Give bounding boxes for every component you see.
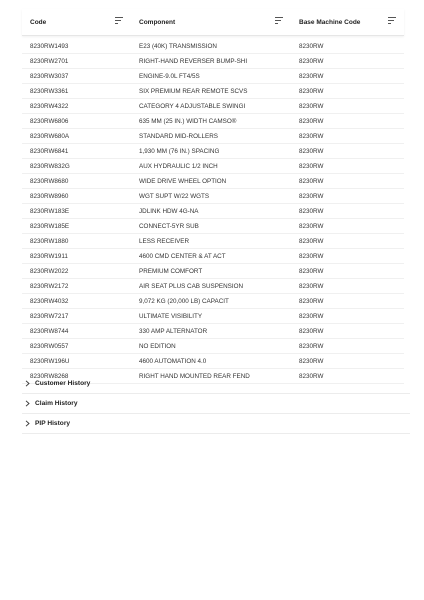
table-row[interactable]	[22, 204, 404, 219]
cell-component: SIX PREMIUM REAR REMOTE SCVS	[139, 87, 248, 95]
cell-component: CONNECT-5YR SUB	[139, 222, 199, 230]
table-row[interactable]	[22, 69, 404, 84]
table-row[interactable]	[22, 279, 404, 294]
cell-component: LESS RECEIVER	[139, 237, 190, 245]
cell-base-machine-code: 8230RW	[299, 117, 324, 125]
cell-base-machine-code: 8230RW	[299, 282, 324, 290]
cell-component: RIGHT-HAND REVERSER BUMP-SHI	[139, 57, 248, 65]
cell-code: 8230RW2172	[30, 282, 69, 290]
cell-code: 8230RW8744	[30, 327, 69, 335]
table-row[interactable]	[22, 234, 404, 249]
column-header-code-label: Code	[30, 18, 47, 26]
section-customer-history[interactable]	[22, 374, 410, 394]
table-row[interactable]	[22, 174, 404, 189]
table-row[interactable]	[22, 39, 404, 54]
cell-code: 8230RW1880	[30, 237, 69, 245]
table-row[interactable]	[22, 159, 404, 174]
cell-code: 8230RW0557	[30, 342, 69, 350]
table-row[interactable]	[22, 324, 404, 339]
section-label: Customer History	[35, 380, 91, 387]
chevron-right-icon	[24, 420, 31, 427]
table-row[interactable]	[22, 144, 404, 159]
cell-base-machine-code: 8230RW	[299, 252, 324, 260]
cell-component: 330 AMP ALTERNATOR	[139, 327, 208, 335]
table-row[interactable]	[22, 54, 404, 69]
cell-base-machine-code: 8230RW	[299, 297, 324, 305]
table-header	[22, 9, 404, 36]
table-row[interactable]	[22, 189, 404, 204]
cell-base-machine-code: 8230RW	[299, 312, 324, 320]
cell-base-machine-code: 8230RW	[299, 177, 324, 185]
table-row[interactable]	[22, 339, 404, 354]
cell-code: 8230RW8268	[30, 372, 69, 380]
cell-code: 8230RW1911	[30, 252, 68, 260]
cell-base-machine-code: 8230RW	[299, 57, 324, 65]
cell-code: 8230RW6841	[30, 147, 69, 155]
cell-component: WGT SUPT W/22 WGTS	[139, 192, 210, 200]
cell-component: 635 MM (25 IN.) WIDTH CAMSO®	[139, 117, 237, 125]
cell-base-machine-code: 8230RW	[299, 162, 324, 170]
cell-base-machine-code: 8230RW	[299, 327, 324, 335]
cell-code: 8230RW183E	[30, 207, 70, 215]
cell-component: CATEGORY 4 ADJUSTABLE SWINGI	[139, 102, 246, 110]
cell-component: AIR SEAT PLUS CAB SUSPENSION	[139, 282, 244, 290]
sort-icon[interactable]	[275, 17, 283, 24]
table-row[interactable]	[22, 294, 404, 309]
cell-component: 1,930 MM (76 IN.) SPACING	[139, 147, 220, 155]
cell-component: 9,072 KG (20,000 LB) CAPACIT	[139, 297, 229, 305]
cell-component: WIDE DRIVE WHEEL OPTION	[139, 177, 227, 185]
cell-component: JDLINK HDW 4G-NA	[139, 207, 199, 215]
chevron-right-icon	[24, 400, 31, 407]
cell-component: 4600 CMD CENTER & AT ACT	[139, 252, 226, 260]
cell-code: 8230RW1493	[30, 42, 69, 50]
column-header-base-label: Base Machine Code	[299, 18, 361, 26]
cell-base-machine-code: 8230RW	[299, 102, 324, 110]
table-row[interactable]	[22, 309, 404, 324]
cell-code: 8230RW3037	[30, 72, 69, 80]
cell-base-machine-code: 8230RW	[299, 132, 324, 140]
cell-code: 8230RW4322	[30, 102, 69, 110]
chevron-right-icon	[24, 380, 31, 387]
cell-base-machine-code: 8230RW	[299, 87, 324, 95]
column-header-component[interactable]	[131, 9, 291, 35]
table-row[interactable]	[22, 129, 404, 144]
cell-code: 8230RW2701	[30, 57, 69, 65]
cell-base-machine-code: 8230RW	[299, 357, 324, 365]
collapsible-sections	[22, 374, 410, 434]
components-table	[22, 9, 404, 384]
cell-base-machine-code: 8230RW	[299, 207, 324, 215]
table-body	[22, 39, 404, 384]
section-claim-history[interactable]	[22, 394, 410, 414]
cell-base-machine-code: 8230RW	[299, 147, 324, 155]
cell-component: AUX HYDRAULIC 1/2 INCH	[139, 162, 218, 170]
cell-component: STANDARD MID-ROLLERS	[139, 132, 218, 140]
cell-base-machine-code: 8230RW	[299, 342, 324, 350]
cell-base-machine-code: 8230RW	[299, 192, 324, 200]
cell-component: 4600 AUTOMATION 4.0	[139, 357, 207, 365]
table-row[interactable]	[22, 99, 404, 114]
cell-code: 8230RW2022	[30, 267, 69, 275]
table-row[interactable]	[22, 354, 404, 369]
section-label: Claim History	[35, 400, 78, 407]
section-pip-history[interactable]	[22, 414, 410, 434]
cell-code: 8230RW7217	[30, 312, 69, 320]
cell-code: 8230RW185E	[30, 222, 70, 230]
section-label: PIP History	[35, 420, 71, 427]
cell-component: ENGINE-9.0L FT4/5S	[139, 72, 200, 80]
column-header-component-label: Component	[139, 18, 176, 26]
cell-base-machine-code: 8230RW	[299, 237, 324, 245]
cell-code: 8230RW3361	[30, 87, 69, 95]
cell-code: 8230RW196U	[30, 357, 70, 365]
cell-base-machine-code: 8230RW	[299, 72, 324, 80]
cell-code: 8230RW680A	[30, 132, 70, 140]
table-row[interactable]	[22, 219, 404, 234]
cell-code: 8230RW8680	[30, 177, 69, 185]
cell-component: E23 (40K) TRANSMISSION	[139, 42, 217, 50]
cell-base-machine-code: 8230RW	[299, 372, 324, 380]
cell-base-machine-code: 8230RW	[299, 42, 324, 50]
sort-icon[interactable]	[388, 17, 396, 24]
cell-component: PREMIUM COMFORT	[139, 267, 203, 275]
cell-component: RIGHT HAND MOUNTED REAR FEND	[139, 372, 250, 380]
table-row[interactable]	[22, 249, 404, 264]
cell-base-machine-code: 8230RW	[299, 267, 324, 275]
cell-code: 8230RW6806	[30, 117, 69, 125]
cell-component: ULTIMATE VISIBILITY	[139, 312, 203, 320]
column-header-code[interactable]	[22, 9, 131, 35]
table-row[interactable]	[22, 264, 404, 279]
column-header-base-machine-code[interactable]	[291, 9, 404, 35]
cell-base-machine-code: 8230RW	[299, 222, 324, 230]
cell-code: 8230RW8960	[30, 192, 69, 200]
table-row[interactable]	[22, 114, 404, 129]
table-row[interactable]	[22, 84, 404, 99]
sort-icon[interactable]	[115, 17, 123, 24]
cell-code: 8230RW832G	[30, 162, 70, 170]
cell-code: 8230RW4032	[30, 297, 69, 305]
cell-component: NO EDITION	[139, 342, 176, 350]
